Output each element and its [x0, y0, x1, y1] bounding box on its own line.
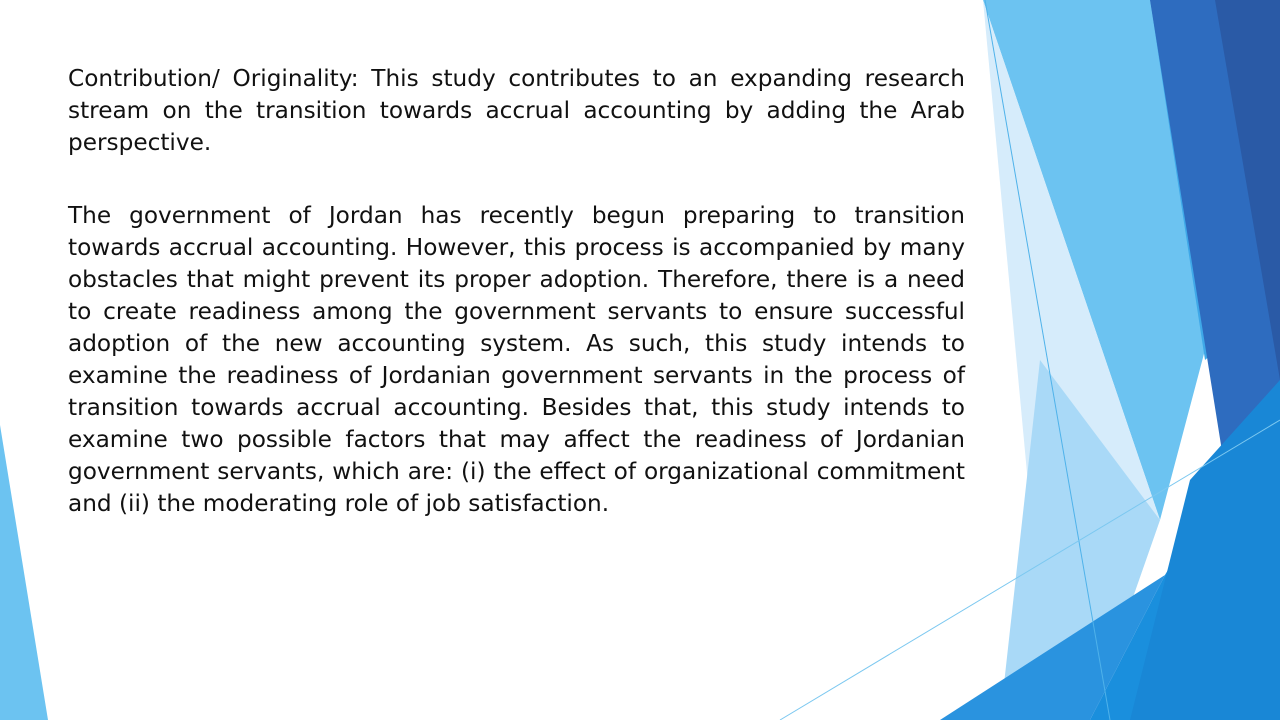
slide-content: [68, 63, 965, 520]
study-description-paragraph: The government of Jordan has recently begun preparing to transition towards accrual accounting. However, this process is accompanied by many obstacles that might prevent its proper adoption. Therefore, there is a need to create readiness among the government servants to ensure successful adoption of the new accounting system. As such, this study intends to examine the readiness of Jordanian government servants in the process of transition towards accrual accounting. Besides that, this study intends to examine two possible factors that may affect the readiness of Jordanian government servants, which are: (i) the effect of organizational commitment and (ii) the moderating role of job satisfaction.: [68, 202, 965, 517]
left-edge-shape: [0, 425, 48, 720]
contribution-paragraph: Contribution/ Originality: This study contributes to an expanding research stream on the transition towards accrual accounting by adding the Arab perspective.: [68, 65, 965, 156]
